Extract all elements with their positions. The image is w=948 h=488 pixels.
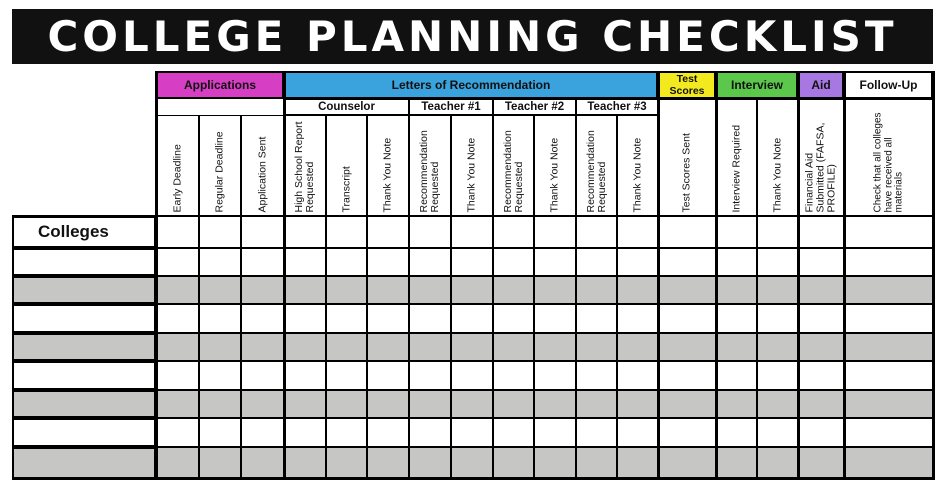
column-header — [844, 99, 933, 216]
checklist-cell[interactable] — [576, 333, 617, 361]
checklist-cell[interactable] — [284, 276, 326, 304]
column-header — [326, 115, 367, 216]
checklist-cell[interactable] — [576, 390, 617, 418]
checklist-cell[interactable] — [284, 390, 326, 418]
checklist-cell[interactable] — [844, 390, 933, 418]
checklist-cell[interactable] — [241, 276, 284, 304]
group-divider — [843, 71, 846, 480]
checklist-cell[interactable] — [493, 216, 534, 248]
checklist-cell[interactable] — [844, 216, 933, 248]
checklist-cell[interactable] — [241, 390, 284, 418]
checklist-cell[interactable] — [199, 216, 241, 248]
college-name-cell[interactable] — [12, 304, 156, 333]
checklist-cell[interactable] — [367, 216, 409, 248]
checklist-cell[interactable] — [716, 361, 757, 390]
checklist-cell[interactable] — [844, 276, 933, 304]
group-interview: Interview — [716, 71, 798, 99]
column-header-label: Interview Required — [730, 124, 742, 212]
checklist-cell[interactable] — [326, 304, 367, 333]
checklist-cell[interactable] — [156, 333, 199, 361]
checklist-cell[interactable] — [156, 276, 199, 304]
checklist-cell[interactable] — [658, 276, 716, 304]
column-header-label: Transcript — [340, 165, 352, 212]
checklist-cell[interactable] — [367, 361, 409, 390]
checklist-cell[interactable] — [493, 361, 534, 390]
checklist-cell[interactable] — [493, 248, 534, 276]
checklist-cell[interactable] — [409, 216, 451, 248]
checklist-cell[interactable] — [326, 361, 367, 390]
checklist-cell[interactable] — [326, 333, 367, 361]
column-header — [757, 99, 798, 216]
checklist-cell[interactable] — [658, 333, 716, 361]
checklist-cell[interactable] — [367, 333, 409, 361]
checklist-cell[interactable] — [326, 447, 367, 480]
checklist-cell[interactable] — [534, 276, 576, 304]
column-header — [156, 115, 199, 216]
checklist-cell[interactable] — [716, 304, 757, 333]
column-header-label: Recommendation Requested — [501, 129, 525, 212]
column-header — [241, 115, 284, 216]
checklist-cell[interactable] — [716, 216, 757, 248]
college-name-cell[interactable] — [12, 276, 156, 304]
checklist-cell[interactable] — [716, 447, 757, 480]
group-divider — [657, 71, 660, 480]
checklist-cell[interactable] — [451, 333, 493, 361]
checklist-cell[interactable] — [493, 418, 534, 447]
checklist-cell[interactable] — [493, 447, 534, 480]
checklist-cell[interactable] — [798, 248, 844, 276]
checklist-cell[interactable] — [617, 216, 658, 248]
checklist-cell[interactable] — [576, 276, 617, 304]
column-header — [798, 99, 844, 216]
checklist-cell[interactable] — [534, 216, 576, 248]
checklist-cell[interactable] — [367, 418, 409, 447]
checklist-cell[interactable] — [451, 248, 493, 276]
checklist-cell[interactable] — [658, 390, 716, 418]
column-header-label: Check that all colleges have received all materials — [871, 111, 904, 212]
checklist-cell[interactable] — [658, 216, 716, 248]
checklist-cell[interactable] — [451, 361, 493, 390]
checklist-cell[interactable] — [451, 418, 493, 447]
header-spacer — [12, 71, 156, 216]
checklist-cell[interactable] — [241, 361, 284, 390]
checklist-cell[interactable] — [617, 390, 658, 418]
header-divider — [12, 215, 933, 217]
checklist-cell[interactable] — [757, 216, 798, 248]
checklist-cell[interactable] — [451, 390, 493, 418]
checklist-cell[interactable] — [156, 248, 199, 276]
college-name-cell[interactable] — [12, 418, 156, 447]
checklist-cell[interactable] — [617, 447, 658, 480]
checklist-table — [12, 71, 933, 480]
checklist-cell[interactable] — [716, 248, 757, 276]
checklist-cell[interactable] — [534, 390, 576, 418]
checklist-cell[interactable] — [451, 216, 493, 248]
checklist-cell[interactable] — [716, 333, 757, 361]
checklist-cell[interactable] — [451, 276, 493, 304]
checklist-cell[interactable] — [326, 390, 367, 418]
checklist-cell[interactable] — [409, 333, 451, 361]
checklist-cell[interactable] — [367, 447, 409, 480]
checklist-cell[interactable] — [757, 333, 798, 361]
checklist-cell[interactable] — [658, 248, 716, 276]
checklist-cell[interactable] — [658, 304, 716, 333]
checklist-cell[interactable] — [576, 418, 617, 447]
checklist-cell[interactable] — [716, 390, 757, 418]
checklist-cell[interactable] — [658, 418, 716, 447]
checklist-cell[interactable] — [617, 276, 658, 304]
checklist-cell[interactable] — [284, 418, 326, 447]
column-header-label: Early Deadline — [171, 143, 183, 212]
column-header — [409, 115, 451, 216]
checklist-cell[interactable] — [493, 304, 534, 333]
subgroup-teacher-2: Teacher #2 — [493, 99, 576, 115]
checklist-cell[interactable] — [409, 390, 451, 418]
column-header-label: Thank You Note — [631, 137, 643, 212]
group-letters-of-recommendation: Letters of Recommendation — [284, 71, 658, 99]
checklist-cell[interactable] — [757, 447, 798, 480]
checklist-cell[interactable] — [326, 248, 367, 276]
column-header — [199, 115, 241, 216]
checklist-cell[interactable] — [367, 390, 409, 418]
college-name-cell[interactable] — [12, 248, 156, 276]
checklist-cell[interactable] — [798, 361, 844, 390]
checklist-cell[interactable] — [534, 418, 576, 447]
checklist-cell[interactable] — [409, 248, 451, 276]
column-header-label: High School Report Requested — [293, 120, 316, 212]
checklist-cell[interactable] — [798, 418, 844, 447]
checklist-cell[interactable] — [617, 248, 658, 276]
checklist-cell[interactable] — [409, 361, 451, 390]
column-header-label: Recommendation Requested — [418, 129, 441, 212]
checklist-cell[interactable] — [844, 248, 933, 276]
group-follow-up: Follow-Up — [844, 71, 933, 99]
checklist-cell[interactable] — [617, 418, 658, 447]
checklist-cell[interactable] — [493, 333, 534, 361]
checklist-cell[interactable] — [284, 216, 326, 248]
checklist-cell[interactable] — [199, 390, 241, 418]
checklist-cell[interactable] — [757, 276, 798, 304]
checklist-cell[interactable] — [326, 216, 367, 248]
group-applications: Applications — [156, 71, 284, 99]
column-header — [451, 115, 493, 216]
checklist-cell[interactable] — [798, 390, 844, 418]
checklist-cell[interactable] — [844, 361, 933, 390]
column-header — [617, 115, 658, 216]
checklist-cell[interactable] — [534, 248, 576, 276]
checklist-cell[interactable] — [284, 361, 326, 390]
college-name-cell[interactable] — [12, 361, 156, 390]
column-header-label: Thank You Note — [771, 137, 783, 212]
checklist-cell[interactable] — [658, 447, 716, 480]
checklist-cell[interactable] — [156, 304, 199, 333]
checklist-cell[interactable] — [576, 447, 617, 480]
checklist-cell[interactable] — [367, 276, 409, 304]
checklist-cell[interactable] — [199, 447, 241, 480]
checklist-cell[interactable] — [241, 304, 284, 333]
checklist-cell[interactable] — [241, 216, 284, 248]
column-header — [367, 115, 409, 216]
column-header — [284, 115, 326, 216]
column-header-label: Thank You Note — [381, 137, 394, 212]
checklist-cell[interactable] — [757, 418, 798, 447]
column-header-label: Thank You Note — [465, 137, 478, 212]
checklist-cell[interactable] — [409, 304, 451, 333]
checklist-cell[interactable] — [409, 418, 451, 447]
column-header — [716, 99, 757, 216]
checklist-cell[interactable] — [284, 304, 326, 333]
checklist-cell[interactable] — [326, 418, 367, 447]
checklist-cell[interactable] — [241, 447, 284, 480]
column-header-label: Application Sent — [256, 136, 268, 212]
checklist-cell[interactable] — [617, 361, 658, 390]
checklist-cell[interactable] — [199, 333, 241, 361]
checklist-cell[interactable] — [156, 216, 199, 248]
checklist-cell[interactable] — [617, 304, 658, 333]
checklist-cell[interactable] — [757, 304, 798, 333]
subgroup-counselor: Counselor — [284, 99, 409, 115]
checklist-cell[interactable] — [716, 418, 757, 447]
checklist-cell[interactable] — [199, 248, 241, 276]
checklist-cell[interactable] — [534, 447, 576, 480]
college-name-cell[interactable] — [12, 390, 156, 418]
checklist-cell[interactable] — [284, 447, 326, 480]
checklist-cell[interactable] — [241, 333, 284, 361]
checklist-cell[interactable] — [534, 361, 576, 390]
checklist-cell[interactable] — [156, 447, 199, 480]
checklist-cell[interactable] — [451, 447, 493, 480]
checklist-cell[interactable] — [798, 216, 844, 248]
group-divider — [715, 71, 718, 480]
checklist-cell[interactable] — [534, 333, 576, 361]
checklist-cell[interactable] — [156, 390, 199, 418]
checklist-cell[interactable] — [576, 304, 617, 333]
checklist-cell[interactable] — [199, 276, 241, 304]
checklist-cell[interactable] — [409, 276, 451, 304]
bottom-border — [12, 477, 933, 480]
checklist-cell[interactable] — [798, 304, 844, 333]
subgroup-teacher-3: Teacher #3 — [576, 99, 658, 115]
group-divider — [155, 71, 158, 480]
subgroup-teacher-1: Teacher #1 — [409, 99, 493, 115]
group-divider — [283, 71, 286, 480]
column-header-label: Financial Aid Submitted (FAFSA, PROFILE) — [803, 122, 838, 212]
checklist-cell[interactable] — [798, 447, 844, 480]
checklist-cell[interactable] — [367, 304, 409, 333]
checklist-cell[interactable] — [798, 276, 844, 304]
checklist-cell[interactable] — [156, 361, 199, 390]
checklist-cell[interactable] — [156, 418, 199, 447]
column-header — [658, 99, 716, 216]
checklist-cell[interactable] — [241, 248, 284, 276]
group-divider — [932, 71, 935, 480]
checklist-cell[interactable] — [493, 276, 534, 304]
college-name-cell[interactable] — [12, 447, 156, 480]
checklist-cell[interactable] — [798, 333, 844, 361]
checklist-cell[interactable] — [367, 248, 409, 276]
column-header — [493, 115, 534, 216]
colleges-header: Colleges — [12, 216, 156, 248]
checklist-cell[interactable] — [576, 248, 617, 276]
checklist-cell[interactable] — [284, 333, 326, 361]
checklist-cell[interactable] — [199, 418, 241, 447]
checklist-cell[interactable] — [844, 304, 933, 333]
checklist-cell[interactable] — [241, 418, 284, 447]
group-test-scores: Test Scores — [658, 71, 716, 99]
checklist-cell[interactable] — [326, 276, 367, 304]
checklist-cell[interactable] — [409, 447, 451, 480]
checklist-cell[interactable] — [199, 361, 241, 390]
column-header-label: Test Scores Sent — [680, 132, 693, 212]
checklist-cell[interactable] — [284, 248, 326, 276]
checklist-cell[interactable] — [451, 304, 493, 333]
checklist-cell[interactable] — [199, 304, 241, 333]
checklist-cell[interactable] — [716, 276, 757, 304]
checklist-cell[interactable] — [757, 361, 798, 390]
column-header-label: Recommendation Requested — [584, 129, 608, 212]
group-aid: Aid — [798, 71, 844, 99]
column-header — [576, 115, 617, 216]
column-header-label: Regular Deadline — [213, 130, 226, 212]
college-name-cell[interactable] — [12, 333, 156, 361]
checklist-cell[interactable] — [617, 333, 658, 361]
checklist-cell[interactable] — [844, 447, 933, 480]
checklist-cell[interactable] — [844, 333, 933, 361]
column-header — [534, 115, 576, 216]
checklist-cell[interactable] — [493, 390, 534, 418]
page-title: COLLEGE PLANNING CHECKLIST — [12, 9, 933, 64]
checklist-cell[interactable] — [576, 216, 617, 248]
group-divider — [797, 71, 800, 480]
column-header-label: Thank You Note — [548, 137, 561, 212]
checklist-cell[interactable] — [658, 361, 716, 390]
checklist-cell[interactable] — [757, 248, 798, 276]
checklist-cell[interactable] — [576, 361, 617, 390]
checklist-cell[interactable] — [534, 304, 576, 333]
checklist-cell[interactable] — [757, 390, 798, 418]
checklist-cell[interactable] — [844, 418, 933, 447]
